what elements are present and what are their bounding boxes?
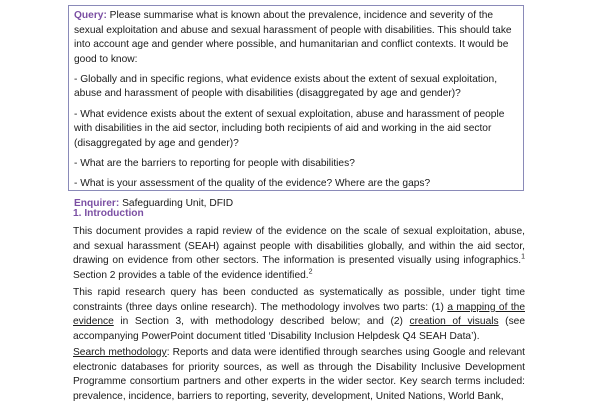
search-methodology-label: Search methodology — [73, 347, 167, 358]
intro-paragraph-3 — [73, 346, 525, 404]
query-intro-text: Please summarise what is known about the prevalence, incidence and severity of the sexual exploitation and abuse and sexual harassment of people with disabilities. This should take into account age and gender where possible, and humanitarian and conflict contexts. It would be good to know: — [74, 10, 512, 65]
intro-p2-text-c: (see accompanying PowerPoint document titled ‘Disability Inclusion Helpdesk Q4 SEAH Data’). — [73, 316, 525, 342]
intro-p2-text-a: This rapid research query has been conducted as systematically as possible, under tight time constraints (three days online research). The methodology involves two parts: (1) — [73, 287, 525, 313]
enquirer-label: Enquirer: — [74, 198, 120, 210]
footnote-ref-1[interactable]: 1 — [521, 253, 525, 261]
intro-paragraph-2 — [73, 286, 525, 344]
section-heading: 1. Introduction — [73, 208, 144, 219]
intro-p1-text-2: Section 2 provides a table of the evidence identified. — [73, 269, 309, 281]
enquirer-value: Safeguarding Unit, DFID — [119, 198, 234, 210]
footnote-ref-2[interactable]: 2 — [308, 268, 313, 276]
intro-p1-text: This document provides a rapid review of the evidence on the scale of sexual exploitation, abuse, and sexual harassment (SEAH) against people with disabilities globally, and within the aid sector, drawing on evidence from other sectors. The information is presented visually using infographics. — [73, 226, 525, 267]
query-question-2: - What evidence exists about the extent of sexual exploitation, abuse and harassment of people with disabilities in the aid sector, including both recipients of aid and working in the aid sector (disaggregated by age and gender)? — [74, 108, 505, 149]
query-intro — [74, 9, 518, 67]
mapping-evidence-link[interactable]: a mapping of the evidence — [73, 301, 525, 328]
query-question-3: - What are the barriers to reporting for people with disabilities? — [74, 157, 355, 169]
query-box — [68, 5, 524, 210]
intro-p3-text: : Reports and data were identified through searches using Google and relevant electronic databases for priority sources, as well as through the Disability Inclusive Development Programme consortium partners and other experts in the wider sector. Key search terms included: prevalence, incidence, barriers to reporting, severity, development, United Nations, World Bank, — [73, 347, 525, 402]
query-label: Query: — [74, 10, 107, 21]
query-question-4: - What is your assessment of the quality of the evidence? Where are the gaps? — [74, 177, 431, 189]
intro-p2-text-b: in Section 3, with methodology described below; and (2) — [113, 316, 410, 328]
query-question-1: - Globally and in specific regions, what evidence exists about the extent of sexual exploitation, abuse and harassment of people with disabilities (disaggregated by age and gender)? — [74, 73, 498, 100]
intro-paragraph-1 — [73, 225, 525, 283]
creation-visuals-link[interactable]: creation of visuals — [409, 316, 499, 328]
